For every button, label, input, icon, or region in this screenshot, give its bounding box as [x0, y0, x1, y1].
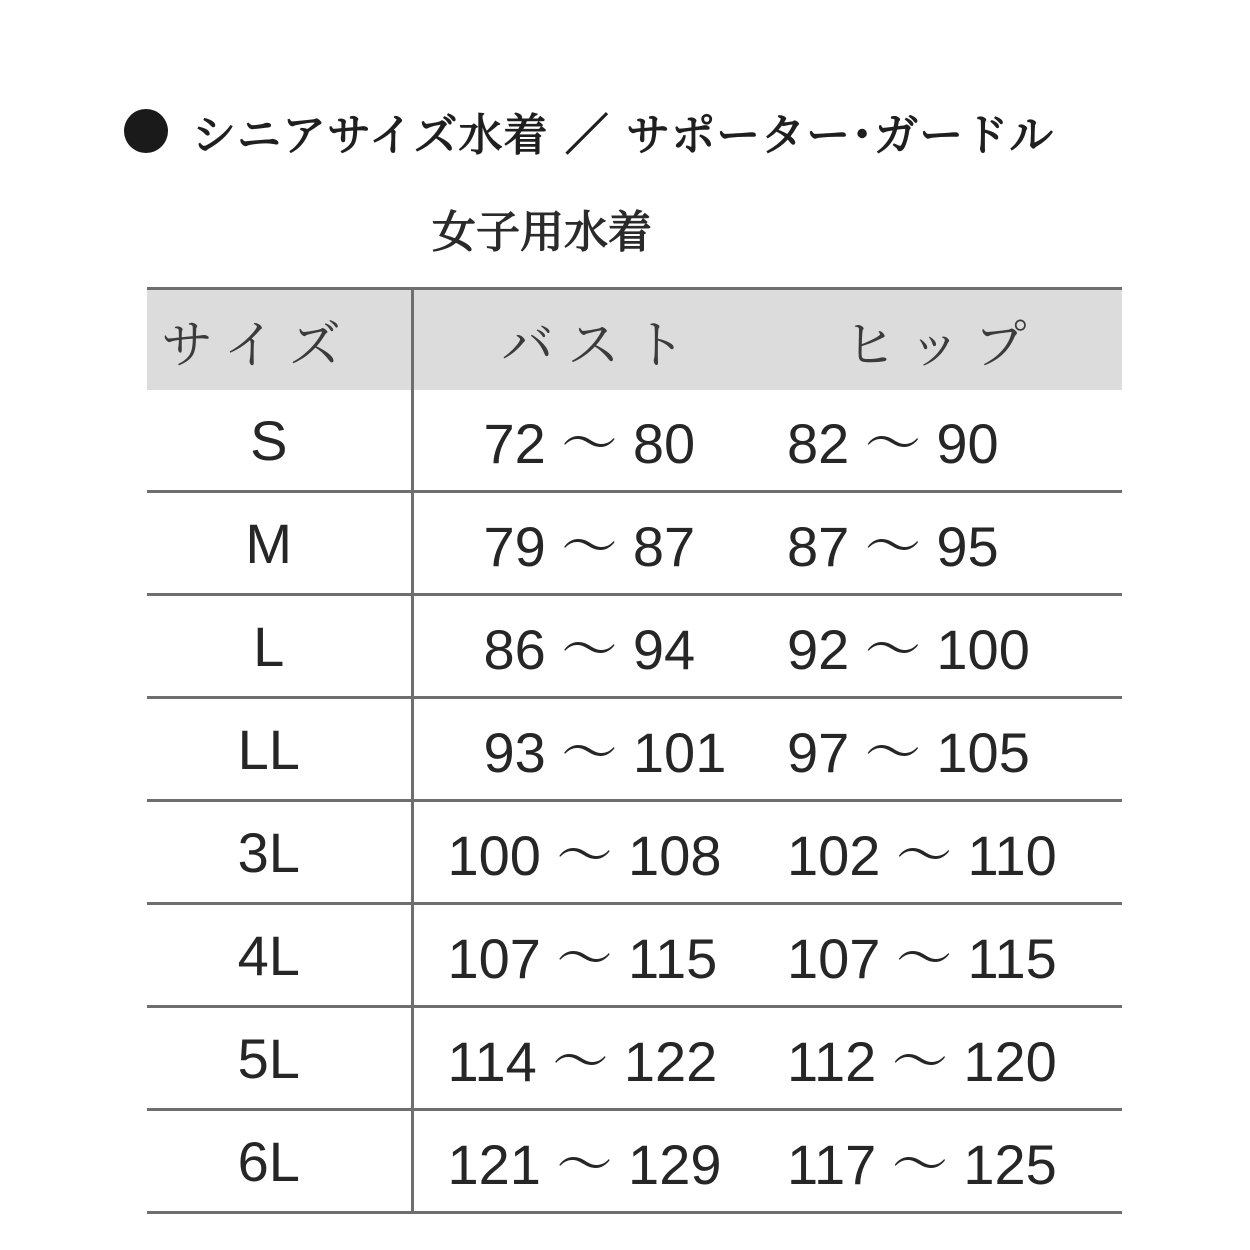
size-cell: 3L	[147, 801, 412, 904]
header-hip: ヒップ	[762, 289, 1122, 391]
size-cell: LL	[147, 698, 412, 801]
table-row	[147, 904, 1122, 1007]
hip-cell: 97 ～ 105	[762, 698, 1122, 801]
hip-cell: 117 ～ 125	[762, 1110, 1122, 1213]
size-cell: 5L	[147, 1007, 412, 1110]
table-row	[147, 595, 1122, 698]
header-bust: バスト	[412, 289, 762, 391]
table-row	[147, 801, 1122, 904]
hip-cell: 82 ～ 90	[762, 390, 1122, 492]
section-title: シニアサイズ水着 ／ サポーター･ガードル	[192, 110, 1055, 161]
size-chart-table	[147, 287, 1122, 1214]
hip-cell: 87 ～ 95	[762, 492, 1122, 595]
bust-cell: 107 ～ 115	[412, 904, 762, 1007]
size-cell: M	[147, 492, 412, 595]
bust-cell: 72 ～ 80	[412, 390, 762, 492]
bust-cell: 114 ～ 122	[412, 1007, 762, 1110]
bust-cell: 93 ～ 101	[412, 698, 762, 801]
bullet-icon	[124, 109, 168, 153]
hip-cell: 102 ～ 110	[762, 801, 1122, 904]
size-cell: 4L	[147, 904, 412, 1007]
bust-cell: 86 ～ 94	[412, 595, 762, 698]
size-cell: L	[147, 595, 412, 698]
table-row	[147, 1110, 1122, 1213]
table-row	[147, 492, 1122, 595]
size-cell: 6L	[147, 1110, 412, 1213]
table-row	[147, 390, 1122, 492]
bust-cell: 100 ～ 108	[412, 801, 762, 904]
bust-cell: 79 ～ 87	[412, 492, 762, 595]
hip-cell: 112 ～ 120	[762, 1007, 1122, 1110]
table-row	[147, 1007, 1122, 1110]
table-caption: 女子用水着	[432, 207, 652, 258]
header-size: サイズ	[147, 289, 412, 391]
bust-cell: 121 ～ 129	[412, 1110, 762, 1213]
hip-cell: 107 ～ 115	[762, 904, 1122, 1007]
section-heading	[124, 96, 1054, 166]
size-cell: S	[147, 390, 412, 492]
hip-cell: 92 ～ 100	[762, 595, 1122, 698]
table-row	[147, 698, 1122, 801]
table-header-row	[147, 289, 1122, 391]
